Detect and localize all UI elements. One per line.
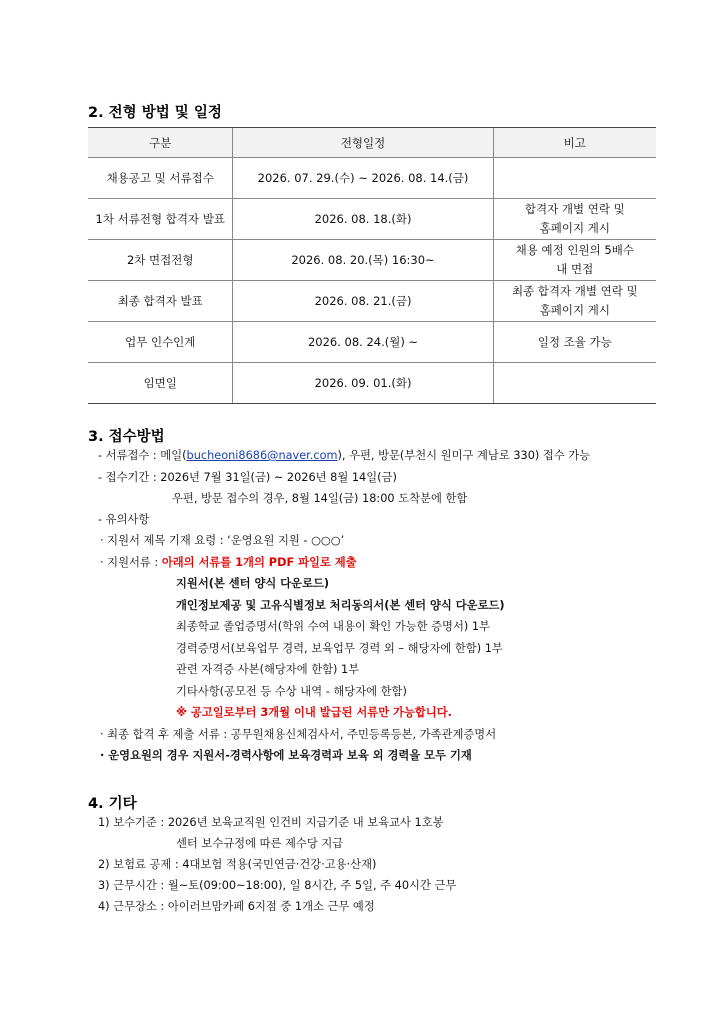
salary-detail-line: 센터 보수규정에 따른 제수당 지급 [176, 837, 344, 850]
salary-line: 1) 보수기준 : 2026년 보육교직원 인건비 지급기준 내 보육교사 1호봉 [98, 816, 444, 829]
date-cell: 2026. 08. 24.(월) ~ [233, 322, 493, 363]
date-cell: 2026. 08. 18.(화) [233, 199, 493, 240]
stage-cell: 최종 합격자 발표 [88, 281, 233, 322]
table-header-row [88, 128, 656, 158]
stage-cell: 임면일 [88, 363, 233, 404]
docs-requirement: 아래의 서류를 1개의 PDF 파일로 제출 [161, 556, 357, 569]
date-cell: 2026. 07. 29.(수) ~ 2026. 08. 14.(금) [233, 158, 493, 199]
section2-heading: 2. 전형 방법 및 일정 [88, 105, 222, 121]
doc-warning: ※ 공고일로부터 3개월 이내 발급된 서류만 가능합니다. [176, 706, 452, 719]
table-row [88, 322, 656, 363]
note-cell: 최종 합격자 개별 연락 및 홈페이지 게시 [493, 281, 656, 322]
schedule-table [88, 127, 656, 404]
email-link[interactable]: bucheoni8686@naver.com [186, 449, 338, 462]
doc-item: 관련 자격증 사본(해당자에 한함) 1부 [176, 663, 360, 676]
section4-heading: 4. 기타 [88, 796, 137, 812]
date-cell: 2026. 09. 01.(화) [233, 363, 493, 404]
date-cell: 2026. 08. 21.(금) [233, 281, 493, 322]
table-row [88, 363, 656, 404]
note-cell [493, 158, 656, 199]
section3-heading: 3. 접수방법 [88, 429, 165, 445]
note-cell: 채용 예정 인원의 5배수 내 면접 [493, 240, 656, 281]
receipt-line: - 서류접수 : 메일(bucheoni8686@naver.com), 우편, 방문(부천시 원미구 계남로 330) 접수 가능 [98, 449, 591, 462]
date-cell: 2026. 08. 20.(목) 16:30~ [233, 240, 493, 281]
header-stage: 구분 [88, 128, 233, 158]
stage-cell: 채용공고 및 서류접수 [88, 158, 233, 199]
doc-item: 최종학교 졸업증명서(학위 수여 내용이 확인 가능한 증명서) 1부 [176, 620, 490, 633]
insurance-line: 2) 보험료 공제 : 4대보험 적용(국민연금·건강·고용·산재) [98, 858, 377, 871]
header-note: 비고 [493, 128, 656, 158]
note-cell: 일정 조율 가능 [493, 322, 656, 363]
note-cell: 합격자 개별 연락 및 홈페이지 게시 [493, 199, 656, 240]
doc-item: 개인정보제공 및 고유식별정보 처리동의서(본 센터 양식 다운로드) [176, 599, 505, 612]
career-note-line: · 운영요원의 경우 지원서-경력사항에 보육경력과 보육 외 경력을 모두 기재 [100, 749, 472, 762]
work-hours-line: 3) 근무시간 : 월~토(09:00~18:00), 일 8시간, 주 5일, 주 40시간 근무 [98, 879, 457, 892]
docs-line: · 지원서류 : 아래의 서류를 1개의 PDF 파일로 제출 [100, 556, 357, 569]
stage-cell: 1차 서류전형 합격자 발표 [88, 199, 233, 240]
period-detail-line: 우편, 방문 접수의 경우, 8월 14일(금) 18:00 도착분에 한함 [172, 492, 468, 505]
doc-item: 기타사항(공모전 등 수상 내역 - 해당자에 한함) [176, 685, 407, 698]
table-row [88, 158, 656, 199]
note-cell [493, 363, 656, 404]
final-docs-line: · 최종 합격 후 제출 서류 : 공무원채용신체검사서, 주민등록등본, 가족관계증명서 [100, 728, 497, 741]
table-row [88, 240, 656, 281]
subject-rule: · 지원서 제목 기재 요령 : ‘운영요원 지원 - ○○○’ [100, 534, 345, 547]
notes-title: - 유의사항 [98, 513, 150, 526]
work-place-line: 4) 근무장소 : 아이러브맘카페 6지점 중 1개소 근무 예정 [98, 900, 375, 913]
doc-item: 지원서(본 센터 양식 다운로드) [176, 577, 330, 590]
stage-cell: 업무 인수인계 [88, 322, 233, 363]
doc-item: 경력증명서(보육업무 경력, 보육업무 경력 외 – 해당자에 한함) 1부 [176, 642, 503, 655]
period-line: - 접수기간 : 2026년 7월 31일(금) ~ 2026년 8월 14일(금) [98, 471, 397, 484]
stage-cell: 2차 면접전형 [88, 240, 233, 281]
table-row [88, 281, 656, 322]
table-row [88, 199, 656, 240]
header-schedule: 전형일정 [233, 128, 493, 158]
